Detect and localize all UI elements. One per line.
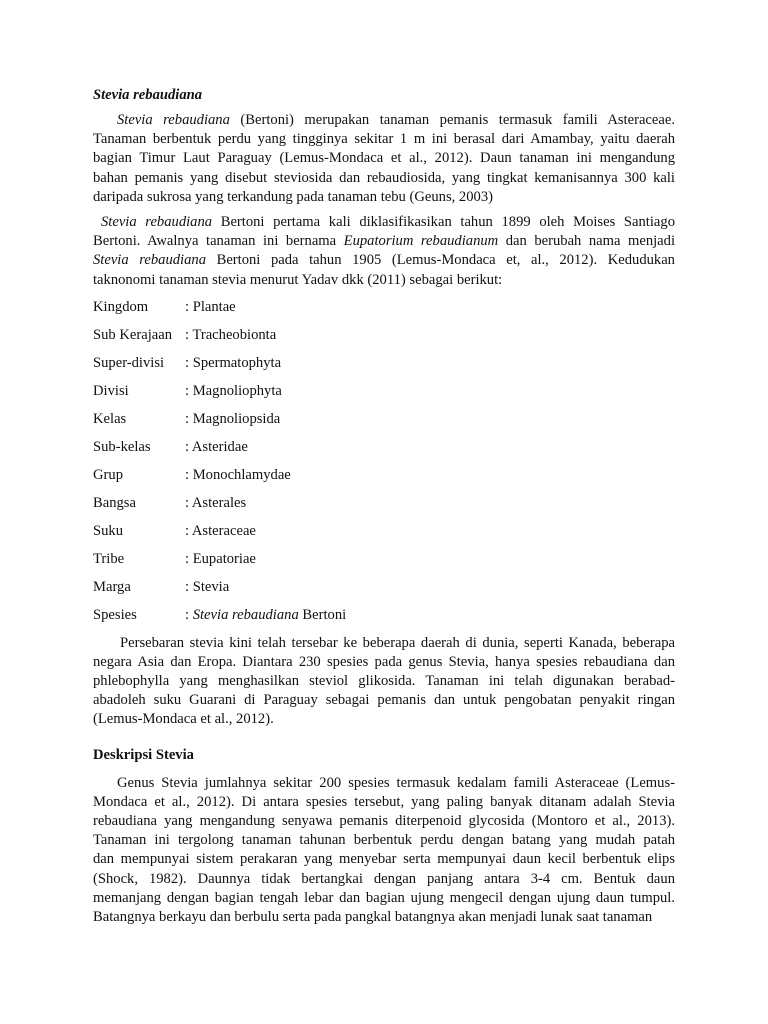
taxonomy-label: Tribe [93, 550, 125, 567]
text-line: rebaudiana yang mengandung senyawa pemanis diterpenoid glycosida (Montoro et al., 2013). [93, 813, 675, 829]
text-line: bagian Timur Laut Paraguay (Lemus-Mondaca et al., 2012). Daun tanaman ini mengandung [93, 150, 675, 167]
taxonomy-label: Super-divisi [93, 354, 165, 371]
text-line: Persebaran stevia kini telah tersebar ke beberapa daerah di dunia, seperti Kanada, beberapa [120, 634, 675, 651]
taxonomy-value: : Spermatophyta [185, 354, 282, 371]
taxonomy-row [93, 605, 675, 633]
taxonomy-row [93, 493, 675, 521]
taxonomy-value: : Eupatoriae [185, 550, 256, 567]
text-line: Stevia rebaudiana (Bertoni) merupakan tanaman pemanis termasuk famili Asteraceae. [117, 112, 675, 128]
taxonomy-row [93, 353, 675, 381]
taxonomy-value: : Asteridae [185, 438, 248, 455]
text-line: Stevia rebaudiana Bertoni pada tahun 1905 (Lemus-Mondaca et, al., 2012). Kedudukan [93, 252, 675, 269]
text-line: (Shock, 1982). Daunnya tidak bertangkai dengan panjang antara 3-4 cm. Bentuk daun [93, 870, 675, 887]
taxonomy-row [93, 409, 675, 437]
taxonomy-label: Sub-kelas [93, 438, 151, 455]
taxonomy-row [93, 549, 675, 577]
text-line: Batangnya berkayu dan berbulu serta pada pangkal batangnya akan menjadi lunak saat tanaman [93, 908, 653, 925]
taxonomy-label: Bangsa [93, 494, 136, 511]
taxonomy-value: : Magnoliopsida [185, 410, 281, 427]
taxonomy-label: Grup [93, 466, 123, 483]
taxonomy-row [93, 325, 675, 353]
taxonomy-label: Suku [93, 522, 124, 539]
text-line: Bertoni. Awalnya tanaman ini bernama Eupatorium rebaudianum dan berubah nama menjadi [93, 233, 676, 250]
text-line: Genus Stevia jumlahnya sekitar 200 spesies termasuk kedalam famili Asteraceae (Lemus- [117, 774, 675, 791]
taxonomy-row [93, 577, 675, 605]
taxonomy-value: : Magnoliophyta [185, 382, 282, 399]
taxonomy-value: : Stevia [185, 578, 230, 595]
taxonomy-row [93, 381, 675, 409]
taxonomy-row [93, 297, 675, 325]
text-line: daripada sukrosa yang terkandung pada tanaman tebu (Geuns, 2003) [93, 188, 493, 205]
taxonomy-label: Sub Kerajaan [93, 326, 173, 343]
text-line: dan mempunyai sistem perakaran yang menyebar serta mempunyai daun kecil berbentuk elips [93, 851, 675, 868]
text-line: (Lemus-Mondaca et al., 2012). [93, 711, 274, 728]
text-line: abadoleh suku Guarani di Paraguay sebagai pemanis dan untuk pengobatan penyakit ringan [93, 692, 675, 709]
text-line: Mondaca et al., 2012). Di antara spesies tersebut, yang paling banyak ditanam adalah Stevia [93, 793, 675, 810]
section-heading-stevia-rebaudiana: Stevia rebaudiana [93, 87, 203, 103]
section-heading-deskripsi-stevia: Deskripsi Stevia [93, 746, 194, 763]
taxonomy-label: Marga [93, 578, 131, 595]
text-line: Tanaman berbentuk perdu yang tingginya sekitar 1 m ini berasal dari Amambay, yaitu daerah [93, 131, 675, 148]
taxonomy-table [93, 297, 675, 633]
taxonomy-value: : Tracheobionta [185, 326, 277, 343]
text-line: phlebophylla yang menghasilkan steviol glikosida. Tanaman ini telah digunakan berabad- [93, 673, 675, 690]
taxonomy-row [93, 521, 675, 549]
taxonomy-value: : Stevia rebaudiana Bertoni [185, 606, 347, 623]
text-line: memanjang dengan bagian tengah lebar dan bagian ujung mengecil dengan ujung daun tumpul. [93, 889, 675, 906]
taxonomy-label: Kingdom [93, 298, 149, 315]
taxonomy-row [93, 437, 675, 465]
text-line: Stevia rebaudiana Bertoni pertama kali diklasifikasikan tahun 1899 oleh Moises Santiago [101, 213, 675, 230]
paragraph-classification [93, 213, 675, 290]
paragraph-intro [93, 111, 675, 207]
document-page [93, 85, 675, 927]
taxonomy-label: Kelas [93, 410, 127, 427]
paragraph-description [93, 774, 675, 928]
taxonomy-value: : Plantae [185, 298, 236, 315]
paragraph-distribution [93, 634, 675, 730]
text-line: taknonomi tanaman stevia menurut Yadav dkk (2011) sebagai berikut: [93, 271, 503, 288]
text-line: bahan pemanis yang disebut steviosida dan rebaudiosida, yang tingkat kemanisannya 300 kali [93, 169, 675, 186]
taxonomy-value: : Asteraceae [185, 522, 256, 539]
text-line: Tanaman ini tergolong tanaman tahunan berbentuk perdu dengan batang yang mudah patah [93, 832, 675, 849]
taxonomy-row [93, 465, 675, 493]
text-line: negara Asia dan Eropa. Diantara 230 spesies pada genus Stevia, hanya spesies rebaudiana dan [93, 653, 675, 670]
taxonomy-label: Divisi [93, 382, 129, 399]
taxonomy-value: : Asterales [185, 494, 247, 511]
taxonomy-value: : Monochlamydae [185, 466, 291, 483]
taxonomy-label: Spesies [93, 606, 137, 623]
